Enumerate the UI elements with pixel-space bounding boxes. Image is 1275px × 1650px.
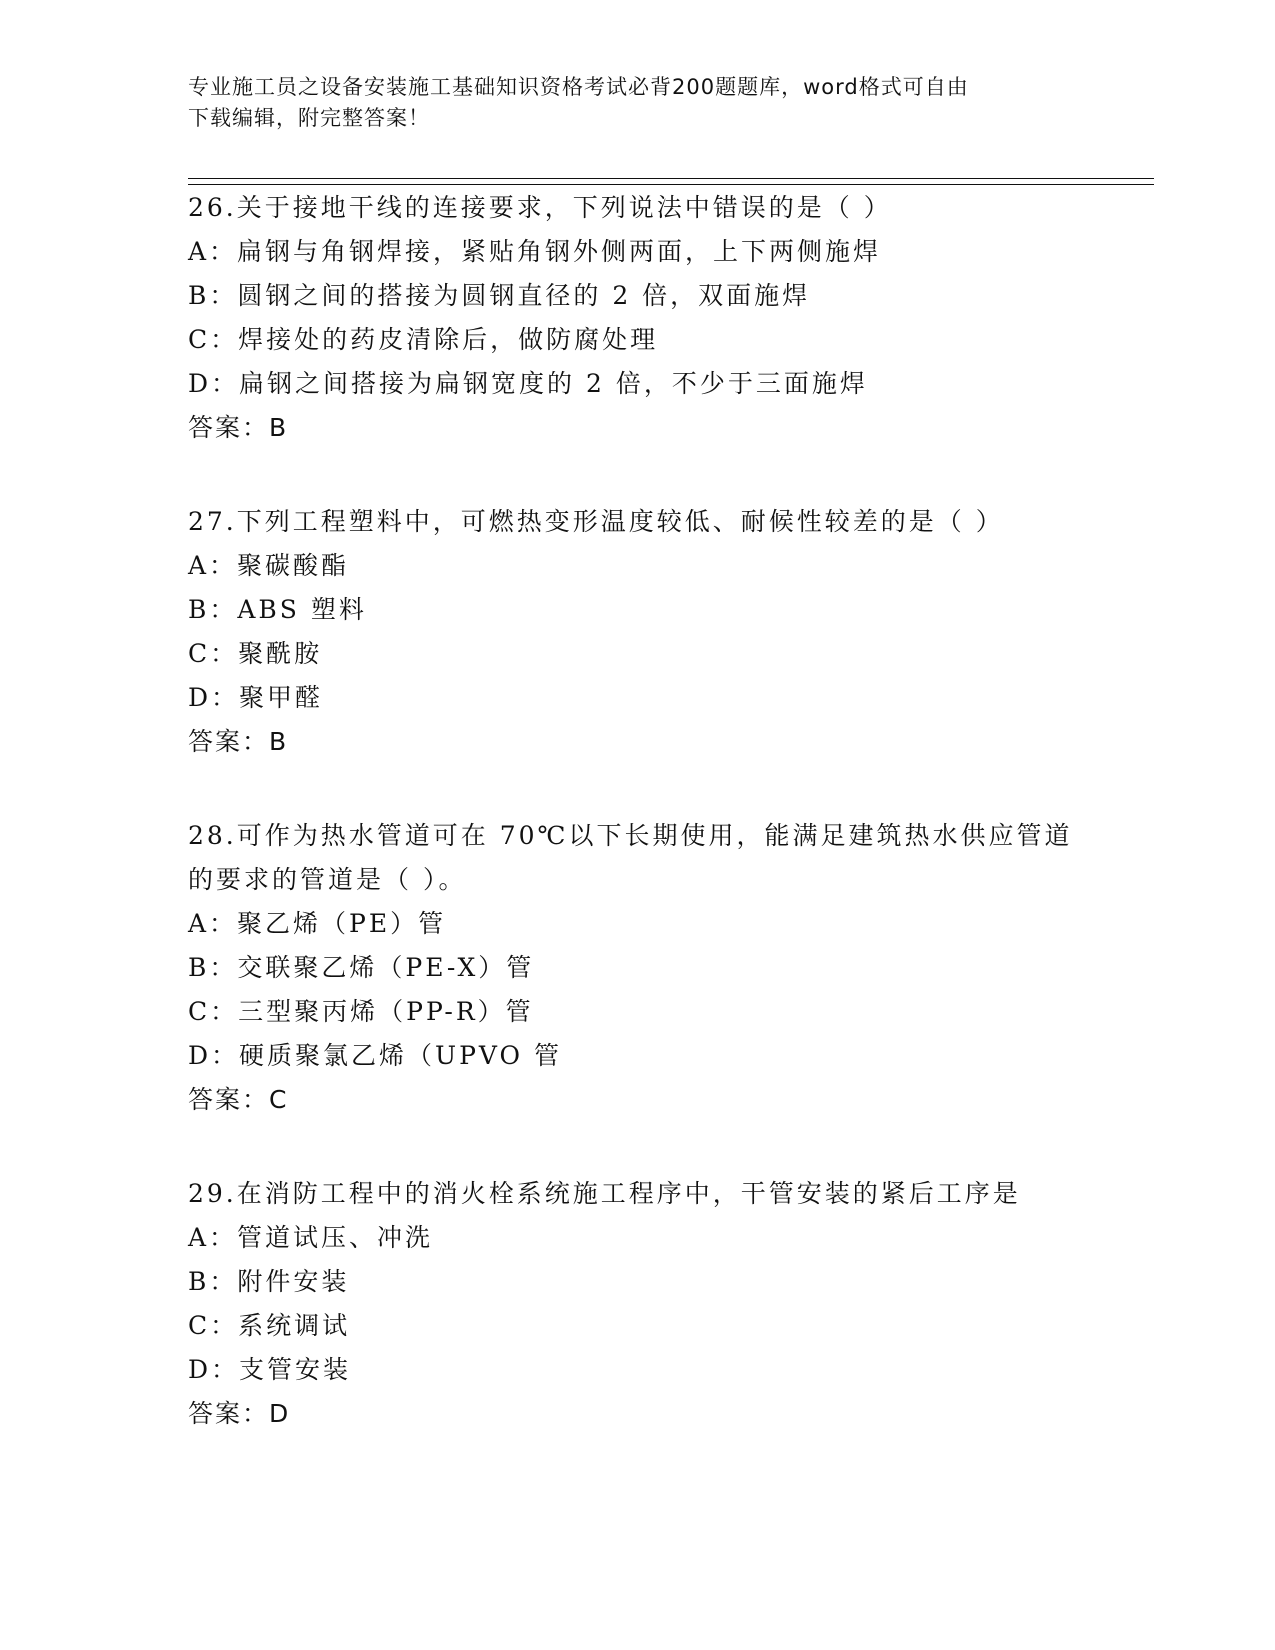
question-27-option-b: B：ABS 塑料 — [188, 595, 367, 624]
question-27-option-d: D：聚甲醛 — [188, 683, 324, 712]
question-26-option-c: C：焊接处的药皮清除后，做防腐处理 — [188, 325, 659, 354]
question-29-option-a: A：管道试压、冲洗 — [188, 1223, 434, 1252]
question-29-option-d: D：支管安装 — [188, 1355, 352, 1384]
question-26-stem: 26.关于接地干线的连接要求，下列说法中错误的是（ ） — [188, 193, 892, 222]
question-26-option-a: A：扁钢与角钢焊接，紧贴角钢外侧两面，上下两侧施焊 — [188, 237, 882, 266]
question-27-option-c: C：聚酰胺 — [188, 639, 323, 668]
header-line-1: 专业施工员之设备安装施工基础知识资格考试必背200题题库，word格式可自由 — [188, 75, 969, 99]
question-29-answer: 答案：D — [188, 1399, 291, 1428]
question-27-answer: 答案：B — [188, 727, 289, 756]
header-divider-top — [188, 178, 1154, 179]
question-29-stem: 29.在消防工程中的消火栓系统施工程序中，干管安装的紧后工序是 — [188, 1179, 1021, 1208]
question-27-option-a: A：聚碳酸酯 — [188, 551, 350, 580]
question-28-answer: 答案：C — [188, 1085, 289, 1114]
question-28-stem-line-2: 的要求的管道是（ ）。 — [188, 865, 467, 894]
document-header — [188, 72, 1068, 134]
question-26-answer: 答案：B — [188, 413, 289, 442]
question-27-stem: 27.下列工程塑料中，可燃热变形温度较低、耐候性较差的是（ ） — [188, 507, 1004, 536]
question-28-stem-line-1: 28.可作为热水管道可在 70℃以下长期使用，能满足建筑热水供应管道 — [188, 821, 1073, 850]
question-26-option-d: D：扁钢之间搭接为扁钢宽度的 2 倍，不少于三面施焊 — [188, 369, 868, 398]
question-26-option-b: B：圆钢之间的搭接为圆钢直径的 2 倍，双面施焊 — [188, 281, 811, 310]
header-line-2: 下载编辑，附完整答案！ — [188, 106, 430, 130]
question-28-option-c: C：三型聚丙烯（PP-R）管 — [188, 997, 534, 1026]
question-29-option-b: B：附件安装 — [188, 1267, 350, 1296]
question-29-option-c: C：系统调试 — [188, 1311, 351, 1340]
question-28-option-b: B：交联聚乙烯（PE-X）管 — [188, 953, 535, 982]
question-28-option-d: D：硬质聚氯乙烯（UPVO 管 — [188, 1041, 562, 1070]
question-28-option-a: A：聚乙烯（PE）管 — [188, 909, 447, 938]
header-divider-bottom — [188, 184, 1154, 185]
